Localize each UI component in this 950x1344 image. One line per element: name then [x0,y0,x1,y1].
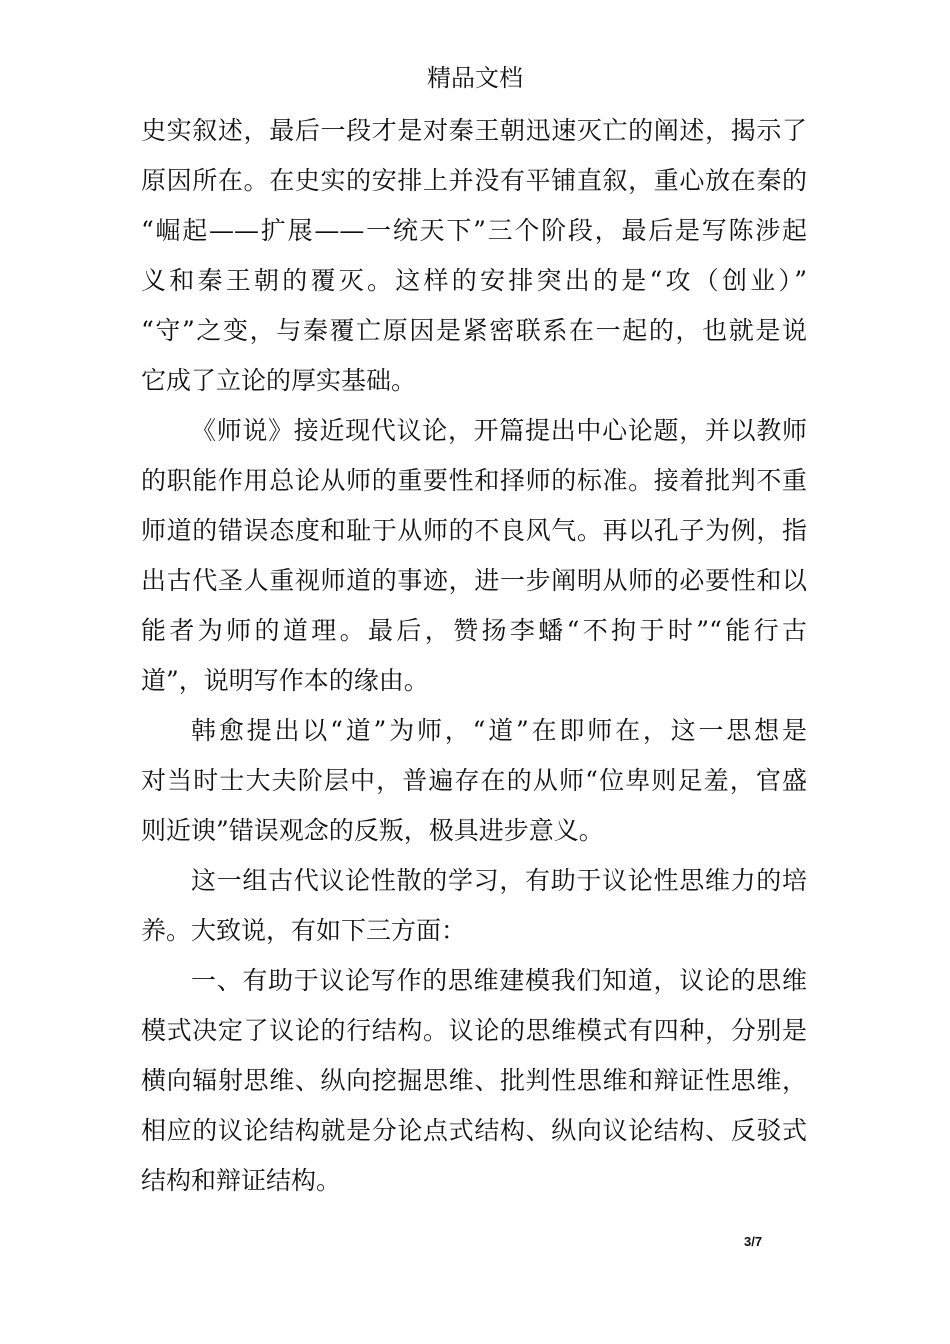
text-line: 师道的错误态度和耻于从师的不良风气。再以孔子为例，指 [141,516,807,545]
header-title: 精品文档 [427,64,523,92]
text-line: “崛起——扩展——一统天下”三个阶段，最后是写陈涉起 [141,216,807,245]
paragraph [141,706,807,856]
page-number: 3/7 [744,1234,763,1249]
document-header [0,60,950,96]
text-line: 出古代圣人重视师道的事迹，进一步阐明从师的必要性和以 [141,566,807,595]
paragraph [141,106,807,406]
text-line: 韩愈提出以“道”为师，“道”在即师在，这一思想是 [191,716,807,745]
text-line: 横向辐射思维、纵向挖掘思维、批判性思维和辩证性思维， [141,1066,807,1095]
text-line: 《师说》接近现代议论，开篇提出中心论题，并以教师 [191,416,807,445]
paragraph [141,956,807,1206]
document-body [141,106,807,1206]
text-line: 模式决定了议论的行结构。议论的思维模式有四种，分别是 [141,1016,807,1045]
paragraph [141,856,807,956]
text-line: 对当时士大夫阶层中，普遍存在的从师“位卑则足羞，官盛 [141,766,807,795]
text-line: 原因所在。在史实的安排上并没有平铺直叙，重心放在秦的 [141,166,807,195]
text-line: 史实叙述，最后一段才是对秦王朝迅速灭亡的阐述，揭示了 [141,116,807,145]
text-line: 义和秦王朝的覆灭。这样的安排突出的是“攻（创业）” [141,266,807,295]
text-line: 它成了立论的厚实基础。 [141,366,417,395]
paragraph [141,406,807,706]
text-line: 一、有助于议论写作的思维建模我们知道，议论的思维 [191,966,807,995]
text-line: “守”之变，与秦覆亡原因是紧密联系在一起的，也就是说 [141,316,807,345]
text-line: 则近谀”错误观念的反叛，极具进步意义。 [141,816,604,845]
text-line: 道”，说明写作本的缘由。 [141,666,429,695]
text-line: 养。大致说，有如下三方面： [141,916,467,945]
text-line: 这一组古代议论性散的学习，有助于议论性思维力的培 [191,866,807,895]
text-line: 能者为师的道理。最后，赞扬李蟠“不拘于时”“能行古 [141,616,807,645]
text-line: 相应的议论结构就是分论点式结构、纵向议论结构、反驳式 [141,1116,807,1145]
text-line: 结构和辩证结构。 [141,1166,342,1195]
text-line: 的职能作用总论从师的重要性和择师的标准。接着批判不重 [141,466,807,495]
